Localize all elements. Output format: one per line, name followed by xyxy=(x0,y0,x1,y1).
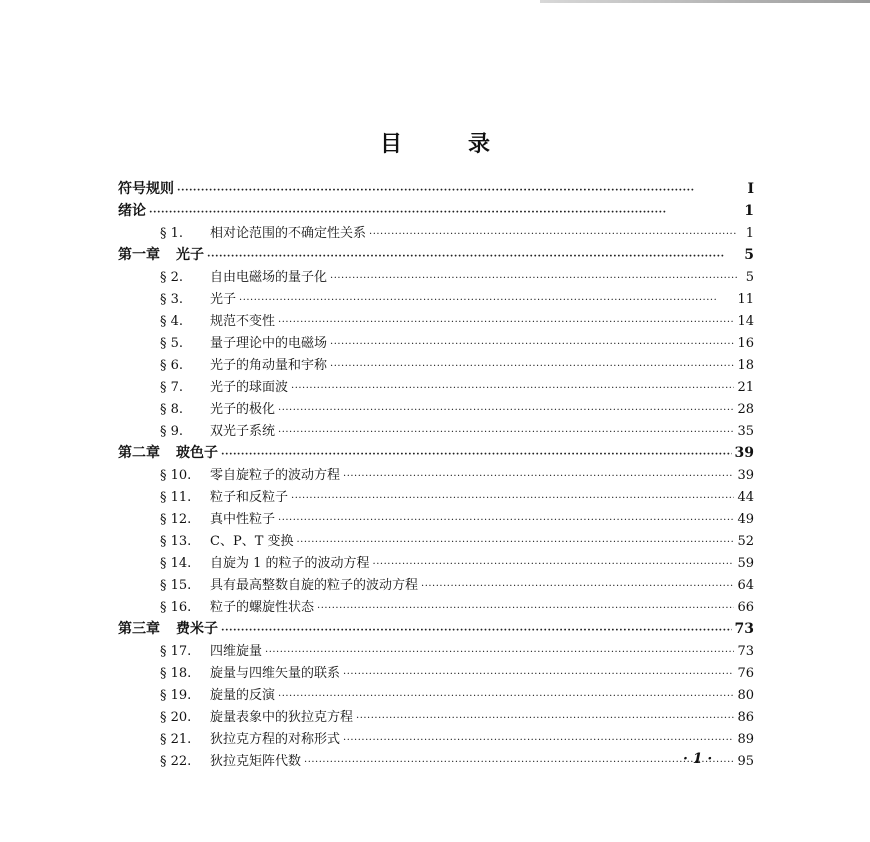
section-number: § 21. xyxy=(160,732,192,747)
dot-leader xyxy=(330,273,737,284)
section-title: 四维旋量 xyxy=(210,644,263,659)
section-number: § 3. xyxy=(160,292,184,307)
toc-section-entry xyxy=(118,486,754,508)
dot-leader xyxy=(278,691,734,702)
section-number: § 1. xyxy=(160,226,184,241)
chapter-number: 第二章 xyxy=(118,445,160,461)
section-title: 粒子的螺旋性状态 xyxy=(210,600,315,615)
chapter-title: 费米子 xyxy=(176,621,218,637)
toc-section-entry xyxy=(118,530,754,552)
section-title: 真中性粒子 xyxy=(210,512,276,527)
dot-leader xyxy=(221,449,732,460)
dot-leader xyxy=(278,427,734,438)
section-number: § 5. xyxy=(160,336,184,351)
section-title: 狄拉克矩阵代数 xyxy=(210,754,302,769)
section-number: § 17. xyxy=(160,644,192,659)
dot-leader xyxy=(177,185,737,196)
chapter-title: 玻色子 xyxy=(176,445,218,461)
dot-leader xyxy=(330,361,734,372)
chapter-number: 第一章 xyxy=(118,247,160,263)
page-number: 39 xyxy=(737,468,754,483)
page-number: 5 xyxy=(744,247,754,263)
dot-leader xyxy=(221,625,732,636)
section-number: § 2. xyxy=(160,270,184,285)
section-title: 自旋为 1 的粒子的波动方程 xyxy=(210,556,370,571)
page-number: 16 xyxy=(737,336,754,351)
dot-leader xyxy=(265,647,734,658)
page-number: 73 xyxy=(737,644,754,659)
section-title: 光子 xyxy=(210,292,237,307)
toc-front-entry xyxy=(118,178,754,200)
page-number: 39 xyxy=(734,445,754,461)
page-number: 59 xyxy=(737,556,754,571)
section-number: § 10. xyxy=(160,468,192,483)
dot-leader xyxy=(373,559,735,570)
section-number: § 7. xyxy=(160,380,184,395)
page-number: 14 xyxy=(737,314,754,329)
page-number: 1 xyxy=(744,203,754,219)
toc-front-entry xyxy=(118,200,754,222)
toc-section-entry xyxy=(118,222,754,244)
toc-section-entry xyxy=(118,574,754,596)
page-number: 89 xyxy=(737,732,754,747)
chapter-title: 光子 xyxy=(176,247,204,263)
page-number: 80 xyxy=(737,688,754,703)
toc-section-entry xyxy=(118,464,754,486)
section-title: 旋量的反演 xyxy=(210,688,276,703)
page-number: 11 xyxy=(737,292,754,307)
page-number: 21 xyxy=(737,380,754,395)
dot-leader xyxy=(317,603,734,614)
toc-section-entry xyxy=(118,552,754,574)
page-number: 73 xyxy=(734,621,754,637)
dot-leader xyxy=(343,669,734,680)
section-number: § 18. xyxy=(160,666,192,681)
dot-leader xyxy=(278,515,734,526)
section-title: 旋量与四维矢量的联系 xyxy=(210,666,341,681)
page-number: 44 xyxy=(737,490,754,505)
section-title: C、P、T 变换 xyxy=(210,534,294,549)
page-number-footer: · 1 · xyxy=(683,751,713,767)
section-title: 光子的球面波 xyxy=(210,380,289,395)
toc-section-entry xyxy=(118,288,754,310)
toc-section-entry xyxy=(118,640,754,662)
section-number: § 22. xyxy=(160,754,192,769)
section-number: § 16. xyxy=(160,600,192,615)
toc-chapter-entry xyxy=(118,442,754,464)
toc-section-entry xyxy=(118,508,754,530)
page-number: 95 xyxy=(737,754,754,769)
dot-leader xyxy=(343,471,734,482)
dot-leader xyxy=(343,735,734,746)
dot-leader xyxy=(421,581,734,592)
toc-chapter-entry xyxy=(118,618,754,640)
section-number: § 20. xyxy=(160,710,192,725)
dot-leader xyxy=(207,251,737,262)
section-number: § 15. xyxy=(160,578,192,593)
section-number: § 4. xyxy=(160,314,184,329)
toc-section-entry xyxy=(118,728,754,750)
table-of-contents xyxy=(118,178,754,772)
page-number: 18 xyxy=(737,358,754,373)
page-number: 1 xyxy=(745,226,754,241)
section-title: 零自旋粒子的波动方程 xyxy=(210,468,341,483)
dot-leader xyxy=(149,207,737,218)
dot-leader xyxy=(330,339,734,350)
toc-section-entry xyxy=(118,420,754,442)
section-number: § 8. xyxy=(160,402,184,417)
section-number: § 13. xyxy=(160,534,192,549)
section-title: 旋量表象中的狄拉克方程 xyxy=(210,710,354,725)
scan-edge-shadow xyxy=(540,0,870,3)
section-title: 自由电磁场的量子化 xyxy=(210,270,328,285)
toc-section-entry xyxy=(118,398,754,420)
section-title: 具有最高整数自旋的粒子的波动方程 xyxy=(210,578,419,593)
toc-section-entry xyxy=(118,684,754,706)
toc-section-entry xyxy=(118,662,754,684)
page-number: 66 xyxy=(737,600,754,615)
section-title: 双光子系统 xyxy=(210,424,276,439)
section-title: 光子的极化 xyxy=(210,402,276,417)
page-number: 28 xyxy=(737,402,754,417)
section-title: 光子的角动量和宇称 xyxy=(210,358,328,373)
section-number: § 11. xyxy=(160,490,192,505)
page-number: 86 xyxy=(737,710,754,725)
section-number: § 14. xyxy=(160,556,192,571)
dot-leader xyxy=(304,757,734,768)
section-number: § 12. xyxy=(160,512,192,527)
chapter-number: 第三章 xyxy=(118,621,160,637)
entry-title: 符号规则 xyxy=(118,181,174,197)
page-number: 49 xyxy=(737,512,754,527)
dot-leader xyxy=(356,713,734,724)
section-number: § 6. xyxy=(160,358,184,373)
dot-leader xyxy=(291,383,734,394)
section-number: § 9. xyxy=(160,424,184,439)
section-number: § 19. xyxy=(160,688,192,703)
page-number: I xyxy=(747,181,754,197)
page-title xyxy=(0,127,870,158)
page-number: 35 xyxy=(737,424,754,439)
dot-leader xyxy=(278,405,734,416)
title-char-right: 录 xyxy=(468,131,491,157)
page-number: 64 xyxy=(737,578,754,593)
toc-section-entry xyxy=(118,596,754,618)
toc-section-entry xyxy=(118,332,754,354)
section-title: 量子理论中的电磁场 xyxy=(210,336,328,351)
toc-section-entry xyxy=(118,266,754,288)
section-title: 相对论范围的不确定性关系 xyxy=(210,226,367,241)
page-number: 52 xyxy=(737,534,754,549)
dot-leader xyxy=(297,537,735,548)
entry-title: 绪论 xyxy=(118,203,146,219)
toc-section-entry xyxy=(118,376,754,398)
dot-leader xyxy=(278,317,734,328)
page-number: 5 xyxy=(745,270,754,285)
toc-chapter-entry xyxy=(118,244,754,266)
toc-section-entry xyxy=(118,706,754,728)
section-title: 粒子和反粒子 xyxy=(210,490,289,505)
section-title: 狄拉克方程的对称形式 xyxy=(210,732,341,747)
dot-leader xyxy=(369,229,737,240)
toc-section-entry xyxy=(118,310,754,332)
dot-leader xyxy=(291,493,734,504)
toc-section-entry xyxy=(118,354,754,376)
toc-section-entry xyxy=(118,750,754,772)
section-title: 规范不变性 xyxy=(210,314,276,329)
title-char-left: 目 xyxy=(379,131,402,157)
dot-leader xyxy=(239,295,734,306)
page-number: 76 xyxy=(737,666,754,681)
